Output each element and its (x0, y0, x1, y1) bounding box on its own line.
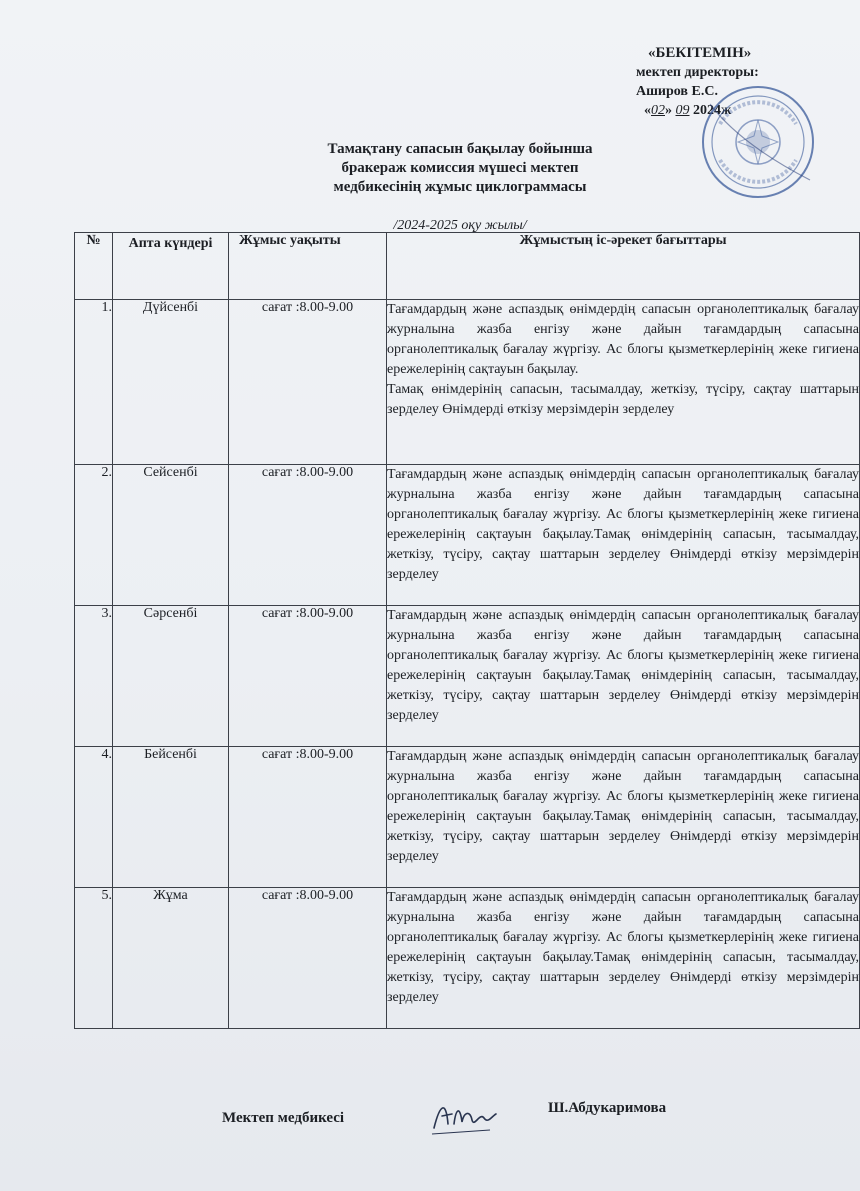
title-line-1: Тамақтану сапасын бақылау бойынша (327, 141, 593, 157)
row-time: сағат :8.00-9.00 (229, 747, 387, 888)
row-time: сағат :8.00-9.00 (229, 888, 387, 1029)
row-number: 2. (75, 465, 113, 606)
header-weekday: Апта күндері (113, 233, 229, 300)
signer-role: Мектеп медбикесі (222, 1110, 345, 1126)
header-activities: Жұмыстың іс-әрекет бағыттары (387, 233, 860, 300)
row-time: сағат :8.00-9.00 (229, 606, 387, 747)
table-row (75, 465, 860, 606)
table-header-row (75, 233, 860, 300)
row-weekday: Жұма (113, 888, 229, 1029)
schedule-table (74, 232, 860, 1029)
approval-date-month: 09 (675, 103, 690, 118)
signer-name: Ш.Абдукаримова (548, 1100, 667, 1116)
document-title (250, 140, 670, 197)
approval-date-day: 02 (651, 103, 665, 118)
header-number: № (75, 233, 113, 300)
official-seal-icon (700, 84, 816, 200)
row-description (387, 300, 860, 465)
academic-year: /2024-2025 оқу жылы/ (393, 218, 527, 233)
table-row (75, 300, 860, 465)
table-row (75, 606, 860, 747)
row-description-part-2: Тамақ өнімдерінің сапасын, тасымалдау, жеткізу, түсіру, сақтау шаттарын зерделеу Өнімдерді өткізу мерзімдерін зерделеу (387, 382, 859, 417)
approval-position: мектеп директоры: (636, 65, 759, 80)
row-weekday: Сейсенбі (113, 465, 229, 606)
table-row (75, 888, 860, 1029)
row-time: сағат :8.00-9.00 (229, 300, 387, 465)
signature-block (0, 1098, 860, 1138)
title-line-2: бракераж комиссия мүшесі мектеп (341, 160, 579, 176)
row-description: Тағамдардың және аспаздық өнімдердің сапасын органолептикалық бағалау журналына жазба енгізу және дайын тағамдардың сапасына органолептикалық бағалау жүргізу. Ас блогы қызметкерлерінің жеке гигиена ережелерінің сақтауын бақылау.Тамақ өнімдерінің сапасын, тасымалдау, жеткізу, түсіру, сақтау шаттарын зерделеу Өнімдерді өткізу мерзімдерін зерделеу (387, 888, 860, 1029)
row-description: Тағамдардың және аспаздық өнімдердің сапасын органолептикалық бағалау журналына жазба енгізу және дайын тағамдардың сапасына органолептикалық бағалау жүргізу. Ас блогы қызметкерлерінің жеке гигиена ережелерінің сақтауын бақылау.Тамақ өнімдерінің сапасын, тасымалдау, жеткізу, түсіру, сақтау шаттарын зерделеу Өнімдерді өткізу мерзімдерін зерделеу (387, 606, 860, 747)
row-number: 4. (75, 747, 113, 888)
row-number: 3. (75, 606, 113, 747)
header-work-time: Жұмыс уақыты (229, 233, 387, 300)
title-line-3: медбикесінің жұмыс циклограммасы (333, 179, 587, 195)
row-weekday: Бейсенбі (113, 747, 229, 888)
handwritten-signature-icon (430, 1094, 500, 1138)
approval-date-year: 2024ж (693, 103, 732, 118)
row-weekday: Дүйсенбі (113, 300, 229, 465)
table-row (75, 747, 860, 888)
row-number: 1. (75, 300, 113, 465)
row-time: сағат :8.00-9.00 (229, 465, 387, 606)
approval-title: «БЕКІТЕМІН» (648, 45, 752, 61)
row-description-part-1: Тағамдардың және аспаздық өнімдердің сапасын органолептикалық бағалау журналына жазба енгізу және дайын тағамдардың сапасына органолептикалық бағалау жүргізу. Ас блогы қызметкерлерінің жеке гигиена ережелерінің сақтауын бақылау. (387, 302, 859, 377)
row-weekday: Сәрсенбі (113, 606, 229, 747)
approval-name: Аширов Е.С. (636, 84, 718, 99)
row-description: Тағамдардың және аспаздық өнімдердің сапасын органолептикалық бағалау журналына жазба енгізу және дайын тағамдардың сапасына органолептикалық бағалау жүргізу. Ас блогы қызметкерлерінің жеке гигиена ережелерінің сақтауын бақылау.Тамақ өнімдерінің сапасын, тасымалдау, жеткізу, түсіру, сақтау шаттарын зерделеу Өнімдерді өткізу мерзімдерін зерделеу (387, 747, 860, 888)
row-description: Тағамдардың және аспаздық өнімдердің сапасын органолептикалық бағалау журналына жазба енгізу және дайын тағамдардың сапасына органолептикалық бағалау жүргізу. Ас блогы қызметкерлерінің жеке гигиена ережелерінің сақтауын бақылау.Тамақ өнімдерінің сапасын, тасымалдау, жеткізу, түсіру, сақтау шаттарын зерделеу Өнімдерді өткізу мерзімдерін зерделеу (387, 465, 860, 606)
row-number: 5. (75, 888, 113, 1029)
approval-date: «02» 09 2024ж (644, 103, 732, 118)
